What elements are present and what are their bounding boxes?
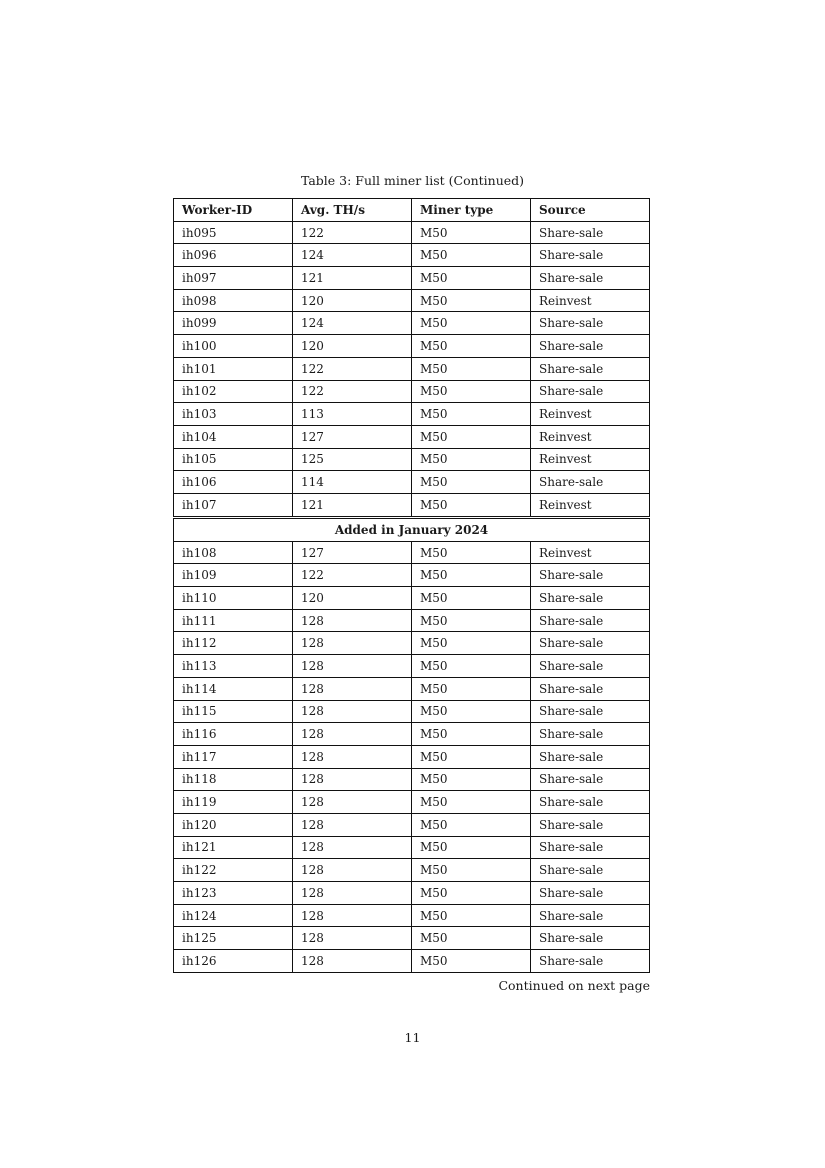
table-row	[174, 904, 650, 927]
worker-id-cell: ih102	[174, 380, 293, 403]
page-number: 11	[404, 1030, 421, 1045]
worker-id-cell: ih104	[174, 425, 293, 448]
worker-id-cell: ih123	[174, 882, 293, 905]
worker-id-cell: ih098	[174, 289, 293, 312]
avg-ths-cell: 122	[293, 380, 412, 403]
miner-type-cell: M50	[412, 493, 531, 516]
source-cell: Share-sale	[531, 723, 650, 746]
table-row	[174, 587, 650, 610]
source-cell: Share-sale	[531, 609, 650, 632]
miner-type-cell: M50	[412, 927, 531, 950]
worker-id-cell: ih112	[174, 632, 293, 655]
source-cell: Reinvest	[531, 541, 650, 564]
source-cell: Reinvest	[531, 425, 650, 448]
worker-id-cell: ih120	[174, 813, 293, 836]
worker-id-cell: ih110	[174, 587, 293, 610]
group-label: Added in January 2024	[174, 519, 650, 542]
avg-ths-cell: 124	[293, 312, 412, 335]
miner-type-cell: M50	[412, 859, 531, 882]
column-header-avg-ths: Avg. TH/s	[293, 199, 412, 222]
miner-type-cell: M50	[412, 836, 531, 859]
worker-id-cell: ih103	[174, 403, 293, 426]
table-row	[174, 813, 650, 836]
avg-ths-cell: 120	[293, 289, 412, 312]
miner-table	[173, 198, 650, 517]
avg-ths-cell: 128	[293, 813, 412, 836]
source-cell: Share-sale	[531, 244, 650, 267]
worker-id-cell: ih113	[174, 655, 293, 678]
worker-id-cell: ih095	[174, 221, 293, 244]
avg-ths-cell: 128	[293, 927, 412, 950]
table-row	[174, 541, 650, 564]
miner-type-cell: M50	[412, 471, 531, 494]
source-cell: Share-sale	[531, 632, 650, 655]
source-cell: Share-sale	[531, 267, 650, 290]
worker-id-cell: ih106	[174, 471, 293, 494]
source-cell: Share-sale	[531, 950, 650, 973]
avg-ths-cell: 121	[293, 493, 412, 516]
worker-id-cell: ih125	[174, 927, 293, 950]
source-cell: Share-sale	[531, 700, 650, 723]
source-cell: Share-sale	[531, 745, 650, 768]
table-row	[174, 927, 650, 950]
miner-type-cell: M50	[412, 267, 531, 290]
source-cell: Share-sale	[531, 587, 650, 610]
miner-type-cell: M50	[412, 723, 531, 746]
avg-ths-cell: 128	[293, 632, 412, 655]
source-cell: Reinvest	[531, 403, 650, 426]
table-row	[174, 791, 650, 814]
source-cell: Share-sale	[531, 335, 650, 358]
worker-id-cell: ih124	[174, 904, 293, 927]
source-cell: Share-sale	[531, 655, 650, 678]
worker-id-cell: ih114	[174, 677, 293, 700]
avg-ths-cell: 122	[293, 564, 412, 587]
worker-id-cell: ih117	[174, 745, 293, 768]
miner-type-cell: M50	[412, 221, 531, 244]
miner-type-cell: M50	[412, 380, 531, 403]
source-cell: Reinvest	[531, 448, 650, 471]
table-row	[174, 632, 650, 655]
table-row	[174, 655, 650, 678]
worker-id-cell: ih121	[174, 836, 293, 859]
worker-id-cell: ih109	[174, 564, 293, 587]
table-body-after-group	[174, 519, 650, 973]
table-header-row	[174, 199, 650, 222]
table-row	[174, 859, 650, 882]
worker-id-cell: ih118	[174, 768, 293, 791]
table-row	[174, 403, 650, 426]
miner-type-cell: M50	[412, 357, 531, 380]
avg-ths-cell: 128	[293, 655, 412, 678]
source-cell: Share-sale	[531, 564, 650, 587]
miner-type-cell: M50	[412, 655, 531, 678]
table-row	[174, 700, 650, 723]
source-cell: Share-sale	[531, 791, 650, 814]
column-header-source: Source	[531, 199, 650, 222]
source-cell: Share-sale	[531, 380, 650, 403]
avg-ths-cell: 128	[293, 904, 412, 927]
miner-type-cell: M50	[412, 335, 531, 358]
worker-id-cell: ih115	[174, 700, 293, 723]
column-header-worker-id: Worker-ID	[174, 199, 293, 222]
table-row	[174, 425, 650, 448]
table-caption: Table 3: Full miner list (Continued)	[300, 173, 525, 188]
table-row	[174, 289, 650, 312]
column-header-miner-type: Miner type	[412, 199, 531, 222]
table-row	[174, 836, 650, 859]
source-cell: Share-sale	[531, 221, 650, 244]
worker-id-cell: ih108	[174, 541, 293, 564]
avg-ths-cell: 128	[293, 609, 412, 632]
miner-type-cell: M50	[412, 904, 531, 927]
avg-ths-cell: 128	[293, 859, 412, 882]
table-row	[174, 677, 650, 700]
miner-type-cell: M50	[412, 541, 531, 564]
avg-ths-cell: 120	[293, 335, 412, 358]
table-row	[174, 357, 650, 380]
source-cell: Share-sale	[531, 312, 650, 335]
worker-id-cell: ih096	[174, 244, 293, 267]
avg-ths-cell: 128	[293, 791, 412, 814]
avg-ths-cell: 127	[293, 541, 412, 564]
worker-id-cell: ih111	[174, 609, 293, 632]
source-cell: Reinvest	[531, 493, 650, 516]
source-cell: Share-sale	[531, 357, 650, 380]
table-row	[174, 493, 650, 516]
table-row	[174, 312, 650, 335]
source-cell: Share-sale	[531, 882, 650, 905]
continued-note: Continued on next page	[498, 978, 650, 993]
miner-type-cell: M50	[412, 745, 531, 768]
worker-id-cell: ih126	[174, 950, 293, 973]
table-row	[174, 745, 650, 768]
worker-id-cell: ih107	[174, 493, 293, 516]
table-row	[174, 380, 650, 403]
table-row	[174, 448, 650, 471]
avg-ths-cell: 128	[293, 882, 412, 905]
avg-ths-cell: 128	[293, 677, 412, 700]
source-cell: Share-sale	[531, 859, 650, 882]
table-row	[174, 723, 650, 746]
miner-type-cell: M50	[412, 609, 531, 632]
miner-type-cell: M50	[412, 289, 531, 312]
worker-id-cell: ih116	[174, 723, 293, 746]
worker-id-cell: ih097	[174, 267, 293, 290]
avg-ths-cell: 113	[293, 403, 412, 426]
worker-id-cell: ih099	[174, 312, 293, 335]
miner-type-cell: M50	[412, 950, 531, 973]
miner-type-cell: M50	[412, 448, 531, 471]
source-cell: Share-sale	[531, 836, 650, 859]
miner-type-cell: M50	[412, 403, 531, 426]
table-row	[174, 244, 650, 267]
avg-ths-cell: 124	[293, 244, 412, 267]
avg-ths-cell: 120	[293, 587, 412, 610]
miner-type-cell: M50	[412, 587, 531, 610]
miner-type-cell: M50	[412, 632, 531, 655]
miner-type-cell: M50	[412, 564, 531, 587]
avg-ths-cell: 122	[293, 221, 412, 244]
source-cell: Reinvest	[531, 289, 650, 312]
table-row	[174, 768, 650, 791]
miner-type-cell: M50	[412, 768, 531, 791]
avg-ths-cell: 128	[293, 745, 412, 768]
table-body-before-group	[174, 221, 650, 516]
worker-id-cell: ih100	[174, 335, 293, 358]
group-header-row	[174, 519, 650, 542]
table-row	[174, 882, 650, 905]
avg-ths-cell: 127	[293, 425, 412, 448]
avg-ths-cell: 122	[293, 357, 412, 380]
worker-id-cell: ih101	[174, 357, 293, 380]
miner-type-cell: M50	[412, 813, 531, 836]
miner-type-cell: M50	[412, 312, 531, 335]
table-row	[174, 221, 650, 244]
avg-ths-cell: 125	[293, 448, 412, 471]
source-cell: Share-sale	[531, 471, 650, 494]
avg-ths-cell: 121	[293, 267, 412, 290]
miner-type-cell: M50	[412, 700, 531, 723]
avg-ths-cell: 128	[293, 950, 412, 973]
source-cell: Share-sale	[531, 768, 650, 791]
source-cell: Share-sale	[531, 813, 650, 836]
worker-id-cell: ih105	[174, 448, 293, 471]
source-cell: Share-sale	[531, 677, 650, 700]
avg-ths-cell: 128	[293, 700, 412, 723]
table-row	[174, 471, 650, 494]
avg-ths-cell: 128	[293, 723, 412, 746]
table-row	[174, 335, 650, 358]
avg-ths-cell: 128	[293, 836, 412, 859]
miner-type-cell: M50	[412, 425, 531, 448]
worker-id-cell: ih122	[174, 859, 293, 882]
miner-type-cell: M50	[412, 882, 531, 905]
table-row	[174, 267, 650, 290]
avg-ths-cell: 114	[293, 471, 412, 494]
avg-ths-cell: 128	[293, 768, 412, 791]
table-row	[174, 609, 650, 632]
miner-table-january-2024	[173, 518, 650, 973]
worker-id-cell: ih119	[174, 791, 293, 814]
table-row	[174, 564, 650, 587]
source-cell: Share-sale	[531, 927, 650, 950]
miner-type-cell: M50	[412, 791, 531, 814]
table-row	[174, 950, 650, 973]
source-cell: Share-sale	[531, 904, 650, 927]
miner-type-cell: M50	[412, 244, 531, 267]
miner-type-cell: M50	[412, 677, 531, 700]
